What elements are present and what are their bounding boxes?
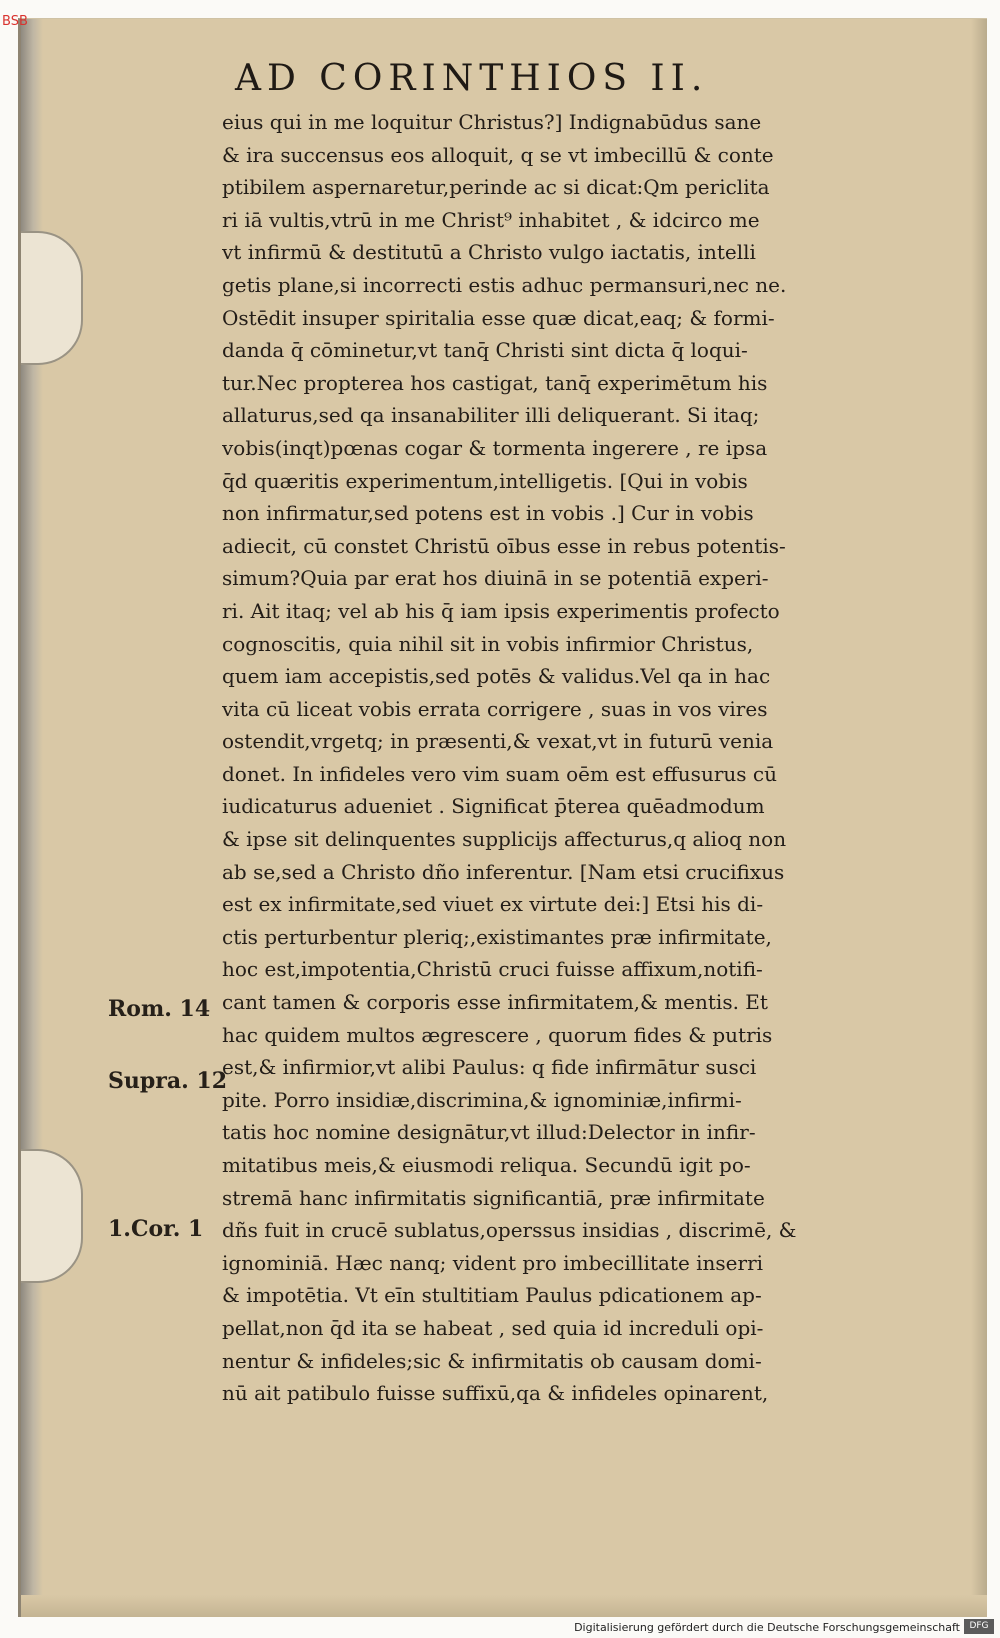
dfg-logo: DFG bbox=[964, 1619, 994, 1634]
text-line: & ira succensus eos alloquit, q se vt imbecillū & conte bbox=[222, 142, 774, 167]
running-head: AD CORINTHIOS II. bbox=[235, 58, 709, 99]
text-line: danda q̄ cōminetur,vt tanq̄ Christi sint dicta q̄ loqui- bbox=[222, 338, 748, 363]
text-line: tur.Nec propterea hos castigat, tanq̄ experimētum his bbox=[222, 370, 768, 395]
text-line: hac quidem multos ægrescere , quorum fides & putris bbox=[222, 1022, 773, 1047]
page-tab-upper bbox=[21, 231, 83, 365]
margin-note-1-cor-1: 1.Cor. 1 bbox=[108, 1216, 204, 1242]
bsb-watermark: BSB bbox=[2, 14, 28, 29]
text-line: & ipse sit delinquentes supplicijs affecturus,q alioq non bbox=[222, 827, 787, 852]
text-line: est ex infirmitate,sed viuet ex virtute dei:] Etsi his di- bbox=[222, 892, 764, 917]
digitization-footer: Digitalisierung gefördert durch die Deutsche Forschungsgemeinschaft bbox=[574, 1621, 960, 1634]
text-line: ri. Ait itaq; vel ab his q̄ iam ipsis experimentis profecto bbox=[222, 598, 780, 623]
text-line: tatis hoc nomine designātur,vt illud:Delector in infir- bbox=[222, 1120, 756, 1145]
text-line: vita cū liceat vobis errata corrigere , suas in vos vires bbox=[222, 696, 768, 721]
body-text bbox=[222, 106, 922, 1410]
text-line: allaturus,sed qa insanabiliter illi deliquerant. Si itaq; bbox=[222, 403, 760, 428]
text-line: cognoscitis, quia nihil sit in vobis infirmior Christus, bbox=[222, 631, 754, 656]
text-line: pite. Porro insidiæ,discrimina,& ignominiæ,infirmi- bbox=[222, 1087, 742, 1112]
page-right-edge bbox=[971, 19, 987, 1617]
text-line: nū ait patibulo fuisse suffixū,qa & infideles opinarent, bbox=[222, 1381, 769, 1406]
text-line: adiecit, cū constet Christū oībus esse in rebus potentis- bbox=[222, 533, 786, 558]
text-line: donet. In infideles vero vim suam oēm est effusurus cū bbox=[222, 761, 777, 786]
text-line: non infirmatur,sed potens est in vobis .] Cur in vobis bbox=[222, 501, 754, 526]
text-line: simum?Quia par erat hos diuinā in se potentiā experi- bbox=[222, 566, 769, 591]
text-line: iudicaturus adueniet . Significat p̄terea quēadmodum bbox=[222, 794, 765, 819]
text-line: ostendit,vrgetq; in præsenti,& vexat,vt in futurū venia bbox=[222, 729, 774, 754]
margin-note-rom-14: Rom. 14 bbox=[108, 996, 211, 1022]
text-line: stremā hanc infirmitatis significantiā, præ infirmitate bbox=[222, 1185, 765, 1210]
text-line: q̄d quæritis experimentum,intelligetis. [Qui in vobis bbox=[222, 468, 748, 493]
text-line: vobis(inqt)pœnas cogar & tormenta ingerere , re ipsa bbox=[222, 435, 768, 460]
page-tab-lower bbox=[21, 1149, 83, 1283]
text-line: est,& infirmior,vt alibi Paulus: q fide infirmātur susci bbox=[222, 1055, 757, 1080]
page-bottom-edge bbox=[21, 1595, 987, 1617]
text-line: pellat,non q̄d ita se habeat , sed quia id increduli opi- bbox=[222, 1315, 764, 1340]
text-line: ab se,sed a Christo dño inferentur. [Nam etsi crucifixus bbox=[222, 859, 785, 884]
text-line: getis plane,si incorrecti estis adhuc permansuri,nec ne. bbox=[222, 272, 787, 297]
text-line: ignominiā. Hæc nanq; vident pro imbecillitate inserri bbox=[222, 1250, 764, 1275]
text-line: eius qui in me loquitur Christus?] Indignabūdus sane bbox=[222, 110, 762, 134]
text-line: ctis perturbentur pleriq;,existimantes præ infirmitate, bbox=[222, 924, 772, 949]
text-line: & impotētia. Vt eīn stultitiam Paulus pdicationem ap- bbox=[222, 1283, 762, 1308]
text-line: Ostēdit insuper spiritalia esse quæ dicat,eaq; & formi- bbox=[222, 305, 775, 330]
text-line: ptibilem aspernaretur,perinde ac si dicat:Qm periclita bbox=[222, 175, 770, 200]
text-line: mitatibus meis,& eiusmodi reliqua. Secundū igit po- bbox=[222, 1153, 751, 1177]
text-line: nentur & infideles;sic & infirmitatis ob causam domi- bbox=[222, 1348, 762, 1373]
margin-note-supra-12: Supra. 12 bbox=[108, 1068, 228, 1094]
text-line: dñs fuit in crucē sublatus,operssus insidias , discrimē, & bbox=[222, 1218, 797, 1243]
text-line: vt infirmū & destitutū a Christo vulgo iactatis, intelli bbox=[222, 240, 756, 265]
text-line: hoc est,impotentia,Christū cruci fuisse affixum,notifi- bbox=[222, 957, 763, 982]
text-line: cant tamen & corporis esse infirmitatem,& mentis. Et bbox=[222, 990, 768, 1015]
text-line: quem iam accepistis,sed potēs & validus.Vel qa in hac bbox=[222, 664, 771, 689]
text-line: ri iā vultis,vtrū in me Christ⁹ inhabitet , & idcirco me bbox=[222, 207, 760, 232]
